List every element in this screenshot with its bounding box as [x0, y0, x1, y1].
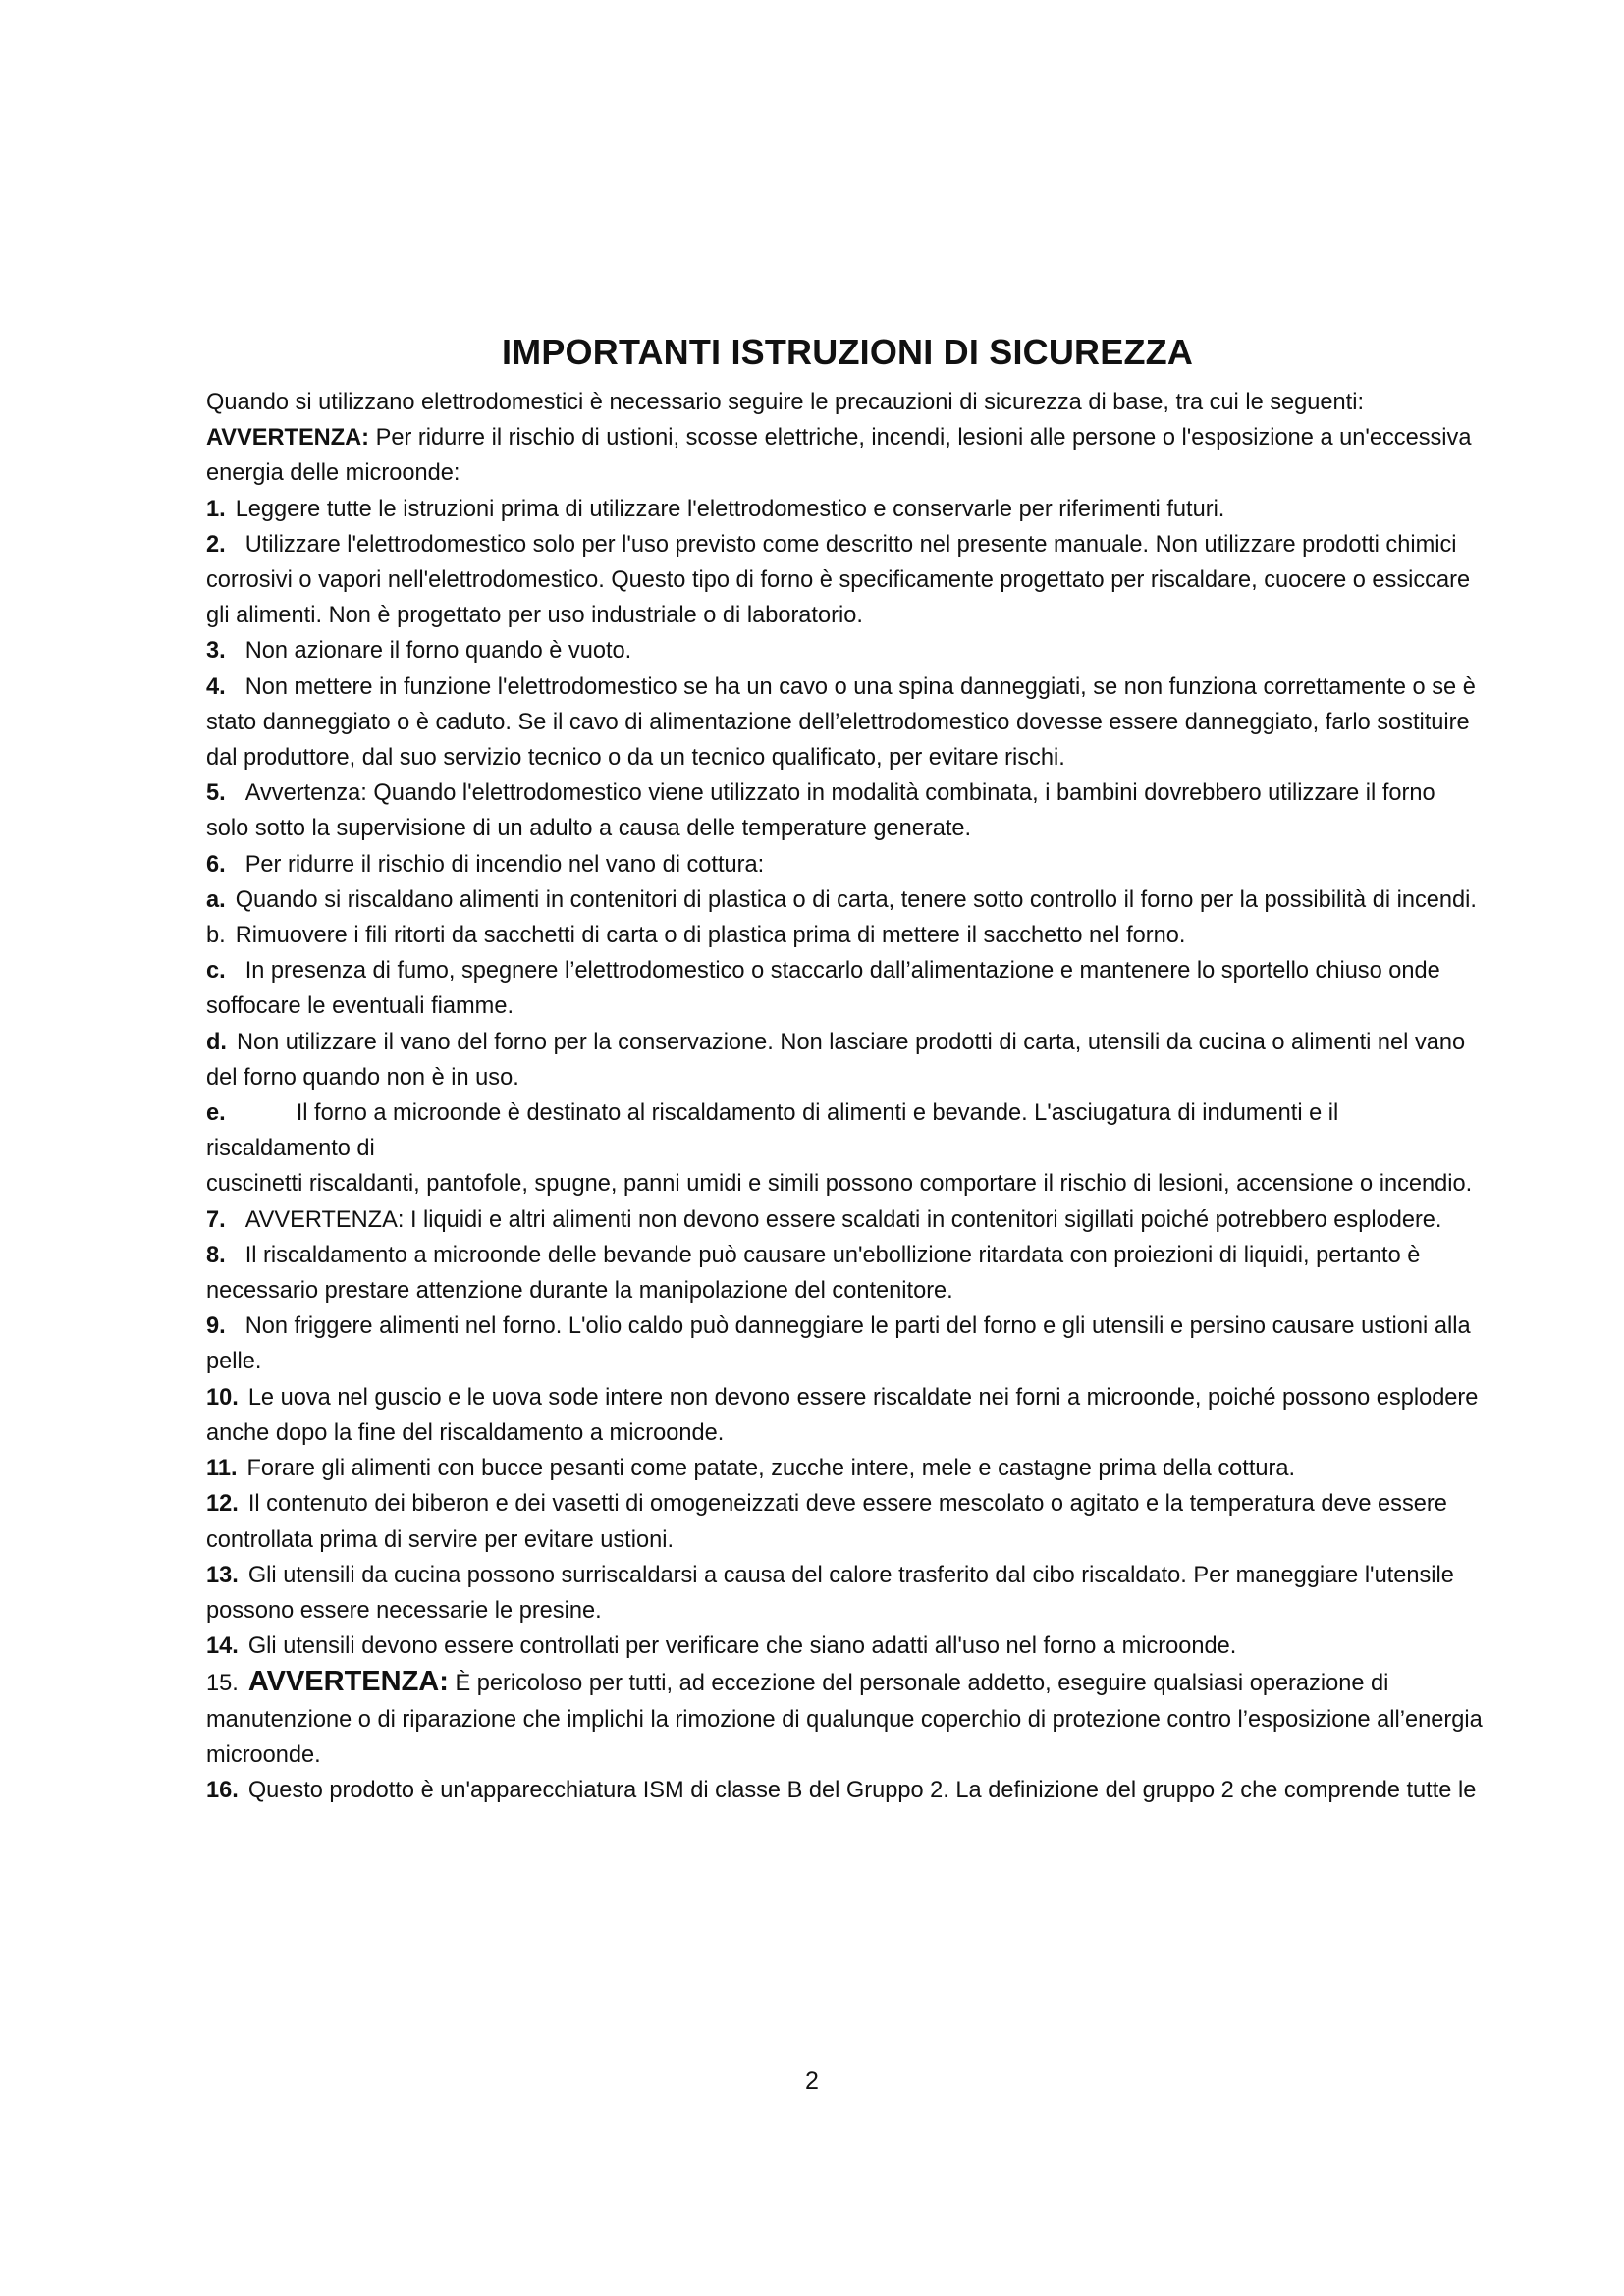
list-item-e	[206, 1095, 1483, 1166]
list-item-16	[206, 1773, 1483, 1808]
list-item-12	[206, 1486, 1483, 1557]
list-item-11	[206, 1451, 1483, 1486]
item-text: Non friggere alimenti nel forno. L'olio caldo può danneggiare le parti del forno e gli utensili e persino causare ustioni alla pelle.	[206, 1313, 1471, 1375]
item-text: Quando si riscaldano alimenti in contenitori di plastica o di carta, tenere sotto controllo il forno per la possibilità di incendi.	[235, 886, 1477, 913]
item-letter: d.	[206, 1029, 227, 1055]
item-number: 15.	[206, 1671, 239, 1697]
item-number: 12.	[206, 1491, 239, 1518]
item-text: Avvertenza: Quando l'elettrodomestico viene utilizzato in modalità combinata, i bambini dovrebbero utilizzare il forno solo sotto la supervisione di un adulto a causa delle temperature generate.	[206, 780, 1435, 842]
document-page	[206, 332, 1483, 1808]
list-item-8	[206, 1238, 1483, 1308]
intro-paragraph	[206, 385, 1483, 492]
item-text: Forare gli alimenti con bucce pesanti come patate, zucche intere, mele e castagne prima della cottura.	[246, 1456, 1296, 1482]
item-text: Leggere tutte le istruzioni prima di utilizzare l'elettrodomestico e conservarle per riferimenti futuri.	[235, 496, 1225, 522]
item-number: 1.	[206, 496, 226, 522]
page-number: 2	[805, 2067, 819, 2095]
item-number: 11.	[206, 1456, 238, 1482]
item-text: Per ridurre il rischio di incendio nel vano di cottura:	[244, 851, 765, 878]
item-text: Rimuovere i fili ritorti da sacchetti di carta o di plastica prima di mettere il sacchetto nel forno.	[235, 923, 1186, 949]
item-text: È pericoloso per tutti, ad eccezione del personale addetto, eseguire qualsiasi operazione di manutenzione o di riparazione che implichi la rimozione di qualunque coperchio di protezione contro l’esposizione all’energia microonde.	[206, 1671, 1483, 1768]
list-item-d	[206, 1025, 1483, 1095]
item-number: 13.	[206, 1562, 239, 1588]
item-text: Gli utensili devono essere controllati per verificare che siano adatti all'uso nel forno a microonde.	[247, 1633, 1237, 1660]
item-number: 8.	[206, 1242, 226, 1268]
item-number: 16.	[206, 1777, 239, 1803]
item-number: 3.	[206, 638, 226, 665]
list-item-10	[206, 1380, 1483, 1451]
list-item-1	[206, 492, 1483, 527]
item-warning-label: AVVERTENZA:	[247, 1666, 449, 1698]
item-letter: e.	[206, 1100, 226, 1127]
item-text: Non utilizzare il vano del forno per la conservazione. Non lasciare prodotti di carta, utensili da cucina o alimenti nel vano del forno quando non è in uso.	[206, 1029, 1466, 1091]
list-item-14	[206, 1629, 1483, 1664]
list-item-9	[206, 1308, 1483, 1379]
item-text: Gli utensili da cucina possono surriscaldarsi a causa del calore trasferito dal cibo riscaldato. Per maneggiare l'utensile	[247, 1562, 1454, 1588]
list-item-7	[206, 1202, 1483, 1238]
item-text: Il riscaldamento a microonde delle bevande può causare un'ebollizione ritardata con proiezioni di liquidi, pertanto è necessario prestare attenzione durante la manipolazione del contenitore.	[206, 1242, 1421, 1305]
item-number: 10.	[206, 1384, 239, 1411]
item-text: Utilizzare l'elettrodomestico solo per l'uso previsto come descritto nel presente manuale. Non utilizzare prodotti chimici corrosivi o vapori nell'elettrodomestico. Questo tipo di forno è specificamente progettato per riscaldare, cuocere o essiccare gli alimenti. Non è progettato per uso industriale o di laboratorio.	[206, 531, 1471, 629]
item-number: 5.	[206, 780, 226, 807]
list-item-3	[206, 633, 1483, 668]
intro-text-2: Per ridurre il rischio di ustioni, scosse elettriche, incendi, lesioni alle persone o l'esposizione a un'eccessiva energia delle microonde:	[206, 425, 1472, 487]
list-item-b	[206, 918, 1483, 953]
item-letter: c.	[206, 958, 226, 985]
list-item-5	[206, 775, 1483, 846]
list-item-2	[206, 527, 1483, 634]
intro-warning-label: AVVERTENZA:	[206, 425, 370, 452]
list-item-15	[206, 1664, 1483, 1773]
list-item-13-continuation: possono essere necessarie le presine.	[206, 1597, 602, 1624]
item-letter: a.	[206, 886, 226, 913]
item-text: In presenza di fumo, spegnere l’elettrodomestico o staccarlo dall’alimentazione e mantenere lo sportello chiuso onde soffocare le eventuali fiamme.	[206, 958, 1440, 1020]
intro-text-1: Quando si utilizzano elettrodomestici è necessario seguire le precauzioni di sicurezza di base, tra cui le seguenti:	[206, 390, 1365, 415]
item-number: 7.	[206, 1206, 226, 1233]
item-number: 9.	[206, 1313, 226, 1340]
list-item-4	[206, 669, 1483, 776]
item-text: Non azionare il forno quando è vuoto.	[244, 638, 632, 665]
item-number: 4.	[206, 673, 226, 700]
list-item-6	[206, 847, 1483, 882]
list-item-e-continuation: cuscinetti riscaldanti, pantofole, spugne, panni umidi e simili possono comportare il rischio di lesioni, accensione o incendio.	[206, 1171, 1473, 1198]
item-text: Questo prodotto è un'apparecchiatura ISM di classe B del Gruppo 2. La definizione del gruppo 2 che comprende tutte le	[247, 1777, 1477, 1803]
item-text: Il contenuto dei biberon e dei vasetti di omogeneizzati deve essere mescolato o agitato e la temperatura deve essere controllata prima di servire per evitare ustioni.	[206, 1491, 1447, 1553]
list-item-13	[206, 1558, 1483, 1593]
item-text: Non mettere in funzione l'elettrodomestico se ha un cavo o una spina danneggiati, se non funziona correttamente o se è stato danneggiato o è caduto. Se il cavo di alimentazione dell’elettrodomestico dovesse essere danneggiato, farlo sostituire dal produttore, dal suo servizio tecnico o da un tecnico qualificato, per evitare rischi.	[206, 673, 1476, 772]
item-number: 2.	[206, 531, 226, 558]
item-text: AVVERTENZA: I liquidi e altri alimenti non devono essere scaldati in contenitori sigillati poiché potrebbero esplodere.	[244, 1206, 1442, 1233]
item-text: Le uova nel guscio e le uova sode intere non devono essere riscaldate nei forni a microonde, poiché possono esplodere anche dopo la fine del riscaldamento a microonde.	[206, 1384, 1479, 1446]
item-number: 6.	[206, 851, 226, 878]
list-item-c	[206, 953, 1483, 1024]
list-item-a	[206, 882, 1483, 918]
page-title: IMPORTANTI ISTRUZIONI DI SICUREZZA	[501, 332, 1194, 372]
item-text: Il forno a microonde è destinato al riscaldamento di alimenti e bevande. L'asciugatura di indumenti e il riscaldamento di	[206, 1100, 1339, 1162]
item-number: 14.	[206, 1633, 239, 1660]
item-letter: b.	[206, 923, 226, 949]
